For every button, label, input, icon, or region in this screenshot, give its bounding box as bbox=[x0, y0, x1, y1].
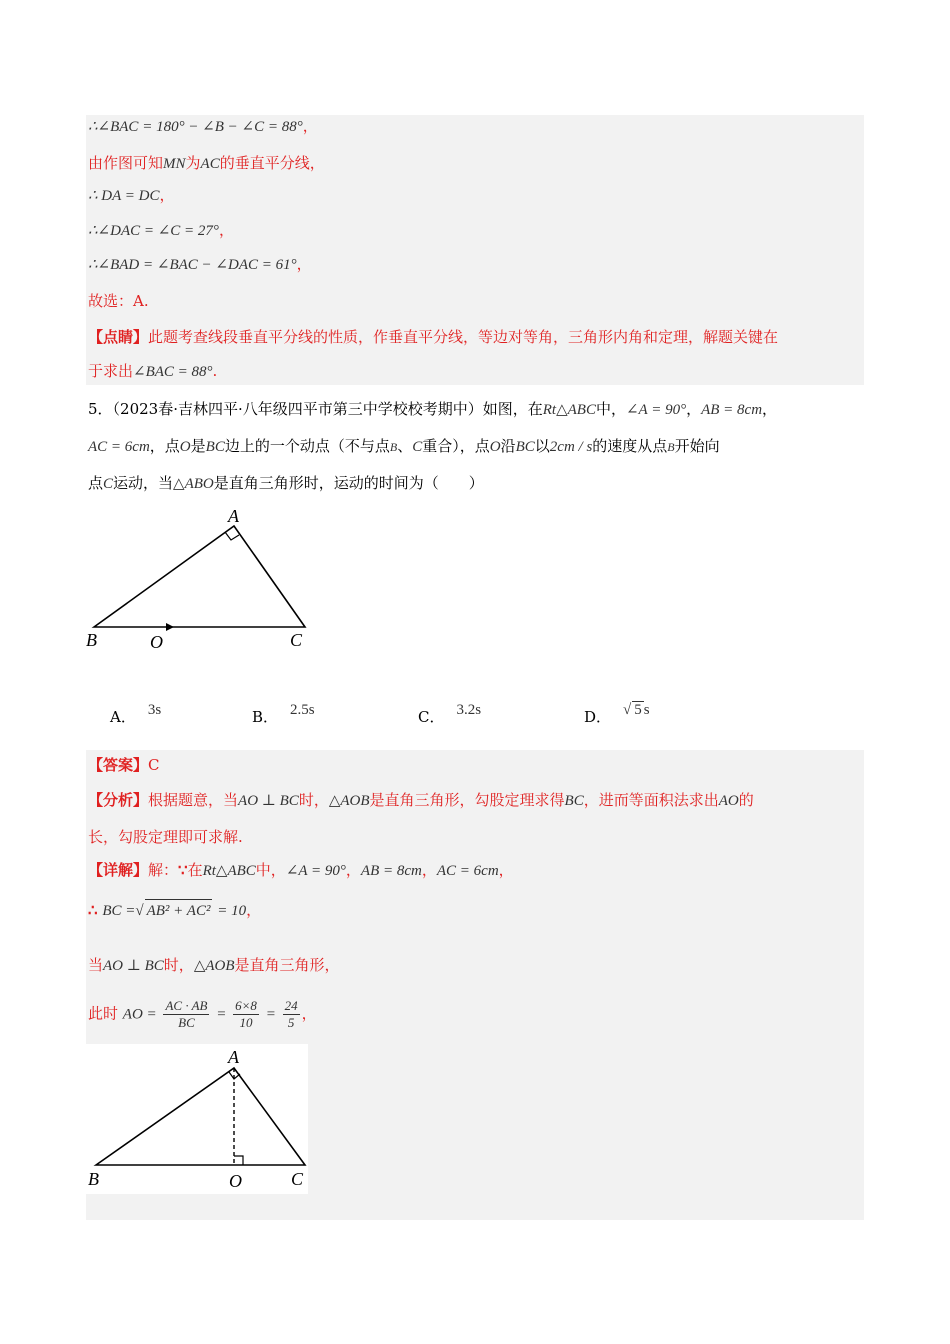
triangle-abc-answer bbox=[96, 1068, 305, 1165]
label-a-answer: A bbox=[228, 1047, 239, 1067]
question-line-3: 点C运动，当△ABO是直角三角形时，运动的时间为（ ） bbox=[88, 474, 484, 492]
prev-step-5: ∴∠BAD = ∠BAC − ∠DAC = 61°， bbox=[88, 255, 312, 273]
detail-line-4: 此时 AO = $\frac{AC \cdot AB}{BC}$ = $\frac{6\times 8}{10}$ = $\frac{24}{5}$ ， bbox=[88, 998, 317, 1030]
prev-step-3: ∴ DA = DC， bbox=[88, 186, 175, 204]
prev-step-2: 由作图可知MN为AC的垂直平分线， bbox=[88, 154, 325, 172]
prev-comment-line-2: 于求出∠BAC = 88°. bbox=[88, 362, 218, 380]
label-b-answer: B bbox=[88, 1169, 99, 1189]
option-d[interactable]: D． √ 5 s bbox=[584, 702, 650, 726]
label-o: O bbox=[150, 632, 163, 652]
answer-triangle-figure bbox=[86, 1044, 308, 1194]
direction-arrow bbox=[166, 623, 174, 631]
option-a[interactable]: A． 3s bbox=[110, 702, 162, 726]
prev-comment-line-1: 【点睛】此题考查线段垂直平分线的性质，作垂直平分线，等边对等角，三角形内角和定理，解题关键在 bbox=[88, 328, 779, 346]
question-triangle-figure bbox=[84, 500, 324, 660]
option-b[interactable]: B． 2.5s bbox=[252, 702, 315, 726]
detail-line-3: 当AO ⊥ BC时，△AOB是直角三角形， bbox=[88, 956, 340, 974]
option-c[interactable]: C． 3.2s bbox=[418, 702, 482, 726]
label-a: A bbox=[228, 506, 239, 526]
detail-line-2: ∴ BC =√ AB² + AC² = 10， bbox=[88, 899, 261, 922]
triangle-abc bbox=[94, 526, 305, 627]
analysis-line-1: 【分析】根据题意，当AO ⊥ BC时，△AOB是直角三角形，勾股定理求得BC，进而等面积法求出AO的 bbox=[88, 791, 754, 809]
fraction-6x8-over-10: $\frac{6\times 8}{10}$ bbox=[235, 998, 257, 1030]
question-line-1: 5．（2023春·吉林四平·八年级四平市第三中学校校考期中）如图，在Rt△ABC中，∠A = 90°，AB = 8cm， bbox=[88, 400, 778, 418]
label-o-answer: O bbox=[229, 1171, 242, 1191]
fraction-24-over-5: $\frac{24}{5}$ bbox=[284, 998, 298, 1030]
fraction-ac-ab-over-bc: $\frac{AC \cdot AB}{BC}$ bbox=[165, 998, 208, 1030]
label-c: C bbox=[290, 630, 303, 650]
right-angle-mark bbox=[225, 532, 239, 540]
right-angle-mark-o bbox=[234, 1156, 243, 1165]
label-c-answer: C bbox=[291, 1169, 304, 1189]
label-b: B bbox=[86, 630, 97, 650]
detail-line-1: 【详解】解：∵在Rt△ABC中，∠A = 90°，AB = 8cm，AC = 6cm， bbox=[88, 861, 514, 879]
analysis-line-2: 长，勾股定理即可求解. bbox=[88, 828, 243, 846]
prev-choice: 故选：A. bbox=[88, 292, 149, 310]
answer-line: 【答案】C bbox=[88, 756, 160, 774]
question-line-2: AC = 6cm，点O是BC边上的一个动点（不与点B、C重合），点O沿BC以2cm / s的速度从点B开始向 bbox=[88, 437, 720, 455]
prev-step-1: ∴∠BAC = 180° − ∠B − ∠C = 88°， bbox=[88, 117, 318, 135]
prev-step-4: ∴∠DAC = ∠C = 27°， bbox=[88, 221, 234, 239]
